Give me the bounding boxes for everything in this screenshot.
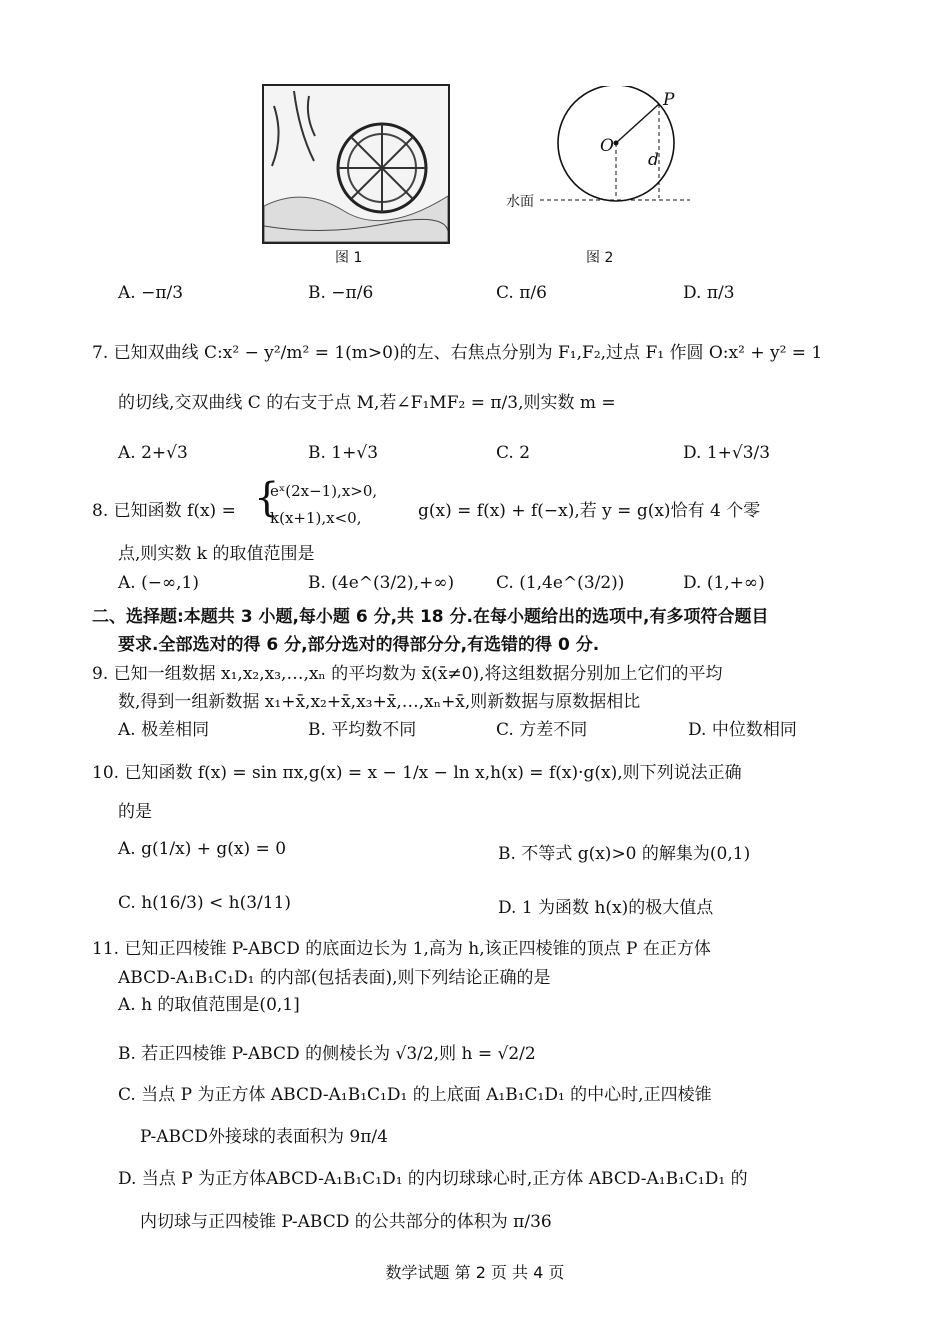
q8-stem-tail: g(x) = f(x) + f(−x),若 y = g(x)恰有 4 个零 bbox=[418, 501, 761, 521]
figure-2-caption: 图 2 bbox=[586, 250, 614, 266]
page-footer: 数学试题 第 2 页 共 4 页 bbox=[385, 1263, 565, 1282]
q7-option-d: D. 1+√3/3 bbox=[683, 443, 771, 463]
q11-stem-line2: ABCD-A₁B₁C₁D₁ 的内部(包括表面),则下列结论正确的是 bbox=[118, 968, 551, 988]
section-2-heading-line2: 要求.全部选对的得 6 分,部分选对的得部分分,有选错的得 0 分. bbox=[118, 635, 600, 655]
circle-diagram-svg bbox=[500, 86, 700, 246]
q7-stem-line2: 的切线,交双曲线 C 的右支于点 M,若∠F₁MF₂ = π/3,则实数 m = bbox=[118, 393, 616, 413]
q11-option-c-line1: C. 当点 P 为正方体 ABCD-A₁B₁C₁D₁ 的上底面 A₁B₁C₁D₁ 的中心时,正四棱锥 bbox=[118, 1085, 712, 1105]
q11-option-d-line1: D. 当点 P 为正方体ABCD-A₁B₁C₁D₁ 的内切球球心时,正方体 ABCD-A₁B₁C₁D₁ 的 bbox=[118, 1169, 748, 1189]
q11-option-a: A. h 的取值范围是(0,1] bbox=[118, 995, 300, 1015]
q10-stem-line2: 的是 bbox=[118, 802, 152, 822]
q9-option-c: C. 方差不同 bbox=[496, 720, 588, 740]
q8-stem-line2: 点,则实数 k 的取值范围是 bbox=[118, 544, 315, 564]
point-p-label: P bbox=[663, 90, 675, 110]
q11-stem-line1: 11. 已知正四棱锥 P-ABCD 的底面边长为 1,高为 h,该正四棱锥的顶点 P 在正方体 bbox=[92, 939, 711, 959]
distance-d-label: d bbox=[648, 150, 659, 170]
q10-option-a: A. g(1/x) + g(x) = 0 bbox=[118, 839, 287, 859]
q6-option-a: A. −π/3 bbox=[118, 283, 184, 303]
q8-option-b: B. (4e^(3/2),+∞) bbox=[308, 573, 455, 593]
q11-option-b: B. 若正四棱锥 P-ABCD 的侧棱长为 √3/2,则 h = √2/2 bbox=[118, 1044, 536, 1064]
q9-option-d: D. 中位数相同 bbox=[688, 720, 797, 740]
q6-option-d: D. π/3 bbox=[683, 283, 735, 303]
q6-option-c: C. π/6 bbox=[496, 283, 547, 303]
piecewise-brace: { bbox=[254, 475, 280, 521]
q9-stem-line1: 9. 已知一组数据 x₁,x₂,x₃,…,xₙ 的平均数为 x̄(x̄≠0),将这组数据分别加上它们的平均 bbox=[92, 664, 723, 684]
q9-option-a: A. 极差相同 bbox=[118, 720, 210, 740]
water-surface-label: 水面 bbox=[506, 194, 534, 210]
q7-stem-line1: 7. 已知双曲线 C:x² − y²/m² = 1(m>0)的左、右焦点分别为 F₁,F₂,过点 F₁ 作圆 O:x² + y² = 1 bbox=[92, 343, 823, 363]
water-wheel-illustration bbox=[264, 86, 448, 242]
q11-option-d-line2: 内切球与正四棱锥 P-ABCD 的公共部分的体积为 π/36 bbox=[140, 1212, 552, 1232]
figure-1-caption: 图 1 bbox=[335, 250, 363, 266]
q10-stem-line1: 10. 已知函数 f(x) = sin πx,g(x) = x − 1/x − ln x,h(x) = f(x)·g(x),则下列说法正确 bbox=[92, 763, 742, 783]
q11-option-c-line2: P-ABCD外接球的表面积为 9π/4 bbox=[140, 1127, 388, 1147]
circle-diagram bbox=[500, 86, 700, 246]
q8-case-2: k(x+1),x<0, bbox=[270, 509, 362, 527]
q7-option-a: A. 2+√3 bbox=[118, 443, 188, 463]
q8-case-1: eˣ(2x−1),x>0, bbox=[270, 482, 378, 500]
q7-option-b: B. 1+√3 bbox=[308, 443, 379, 463]
q10-option-b: B. 不等式 g(x)>0 的解集为(0,1) bbox=[498, 844, 751, 864]
q9-stem-line2: 数,得到一组新数据 x₁+x̄,x₂+x̄,x₃+x̄,…,xₙ+x̄,则新数据与原数据相比 bbox=[118, 692, 641, 712]
q9-option-b: B. 平均数不同 bbox=[308, 720, 417, 740]
water-wheel-image bbox=[262, 84, 450, 244]
q6-option-b: B. −π/6 bbox=[308, 283, 374, 303]
q8-option-a: A. (−∞,1) bbox=[118, 573, 199, 593]
section-2-heading-line1: 二、选择题:本题共 3 小题,每小题 6 分,共 18 分.在每小题给出的选项中,有多项符合题目 bbox=[92, 607, 769, 627]
q10-option-c: C. h(16/3) < h(3/11) bbox=[118, 893, 292, 913]
q8-option-d: D. (1,+∞) bbox=[683, 573, 765, 593]
q7-option-c: C. 2 bbox=[496, 443, 531, 463]
point-o-label: O bbox=[600, 136, 614, 156]
q8-lead: 8. 已知函数 f(x) = bbox=[92, 501, 236, 521]
q8-option-c: C. (1,4e^(3/2)) bbox=[496, 573, 625, 593]
q10-option-d: D. 1 为函数 h(x)的极大值点 bbox=[498, 898, 714, 918]
